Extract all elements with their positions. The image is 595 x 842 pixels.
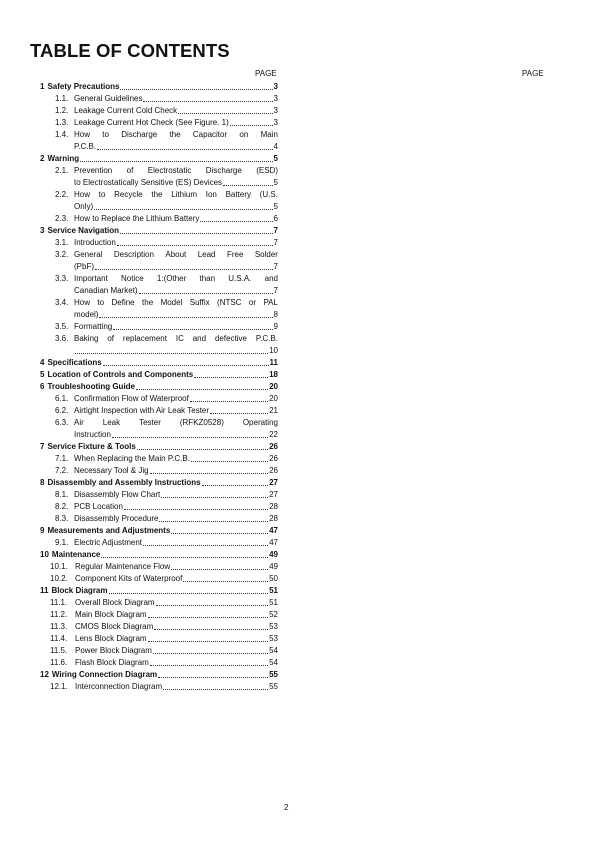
toc-entry[interactable]: [40, 81, 278, 93]
toc-entry-page: 18: [269, 370, 278, 379]
toc-entry-page: 3: [273, 82, 278, 91]
table-of-contents: [40, 81, 278, 693]
toc-entry-line: [74, 177, 278, 189]
dot-leader: [103, 365, 269, 366]
toc-entry[interactable]: [40, 249, 278, 273]
toc-entry-page: 10: [269, 346, 278, 355]
toc-entry-word: Lithium: [171, 190, 197, 199]
toc-entry-label: When Replacing the Main P.C.B.: [74, 454, 190, 463]
toc-entry-page: 28: [269, 514, 278, 523]
toc-entry-page: 5: [273, 202, 278, 211]
toc-entry-page: 52: [269, 610, 278, 619]
toc-entry-label: Component Kits of Waterproof: [75, 574, 183, 583]
toc-entry-word: the: [142, 298, 154, 307]
dot-leader: [150, 473, 269, 474]
toc-entry-word: to: [98, 190, 106, 199]
toc-entry-number: 1.1.: [55, 94, 69, 103]
dot-leader: [150, 665, 268, 666]
toc-entry[interactable]: [40, 189, 278, 213]
toc-entry-label: Introduction: [74, 238, 116, 247]
toc-entry-number: 9: [40, 526, 45, 535]
toc-entry-label: Overall Block Diagram: [75, 598, 155, 607]
toc-entry-label: Interconnection Diagram: [75, 682, 163, 691]
toc-entry[interactable]: [40, 585, 278, 597]
toc-entry-word: Suffix: [189, 298, 210, 307]
toc-entry-label: Wiring Connection Diagram: [51, 670, 158, 679]
dot-leader: [163, 689, 268, 690]
toc-entry[interactable]: [40, 213, 278, 225]
toc-entry-body: [74, 417, 278, 441]
toc-entry[interactable]: [40, 105, 278, 117]
dot-leader: [139, 293, 273, 294]
toc-entry-label: Warning: [47, 154, 80, 163]
toc-entry-number: 1.2.: [55, 106, 69, 115]
toc-entry-label: Flash Block Diagram: [75, 658, 149, 667]
toc-entry-word: Battery: [225, 190, 251, 199]
toc-entry-number: 9.1.: [55, 538, 69, 547]
toc-entry-word: Discharge: [205, 166, 242, 175]
dot-leader: [161, 497, 268, 498]
toc-entry-page: 7: [273, 226, 278, 235]
toc-entry[interactable]: [40, 273, 278, 297]
toc-entry[interactable]: [40, 621, 278, 633]
toc-entry-word: to: [102, 130, 109, 139]
toc-entry-label: Confirmation Flow of Waterproof: [74, 394, 189, 403]
toc-entry-line: [74, 285, 278, 297]
toc-entry[interactable]: [40, 417, 278, 441]
toc-entry-body: [74, 129, 278, 153]
toc-entry-page: 53: [269, 634, 278, 643]
toc-entry-word: Recycle: [114, 190, 143, 199]
toc-entry-page: 3: [273, 94, 278, 103]
toc-entry-page: 7: [273, 286, 278, 295]
toc-entry-label: Disassembly Flow Chart: [74, 490, 161, 499]
dot-leader: [223, 185, 272, 186]
toc-entry[interactable]: [40, 453, 278, 465]
toc-entry-page: 7: [273, 238, 278, 247]
dot-leader: [112, 437, 268, 438]
toc-entry-page: 26: [269, 442, 278, 451]
toc-entry-word: and: [264, 274, 278, 283]
toc-entry-number: 10: [40, 550, 49, 559]
toc-entry-label-cont: (PbF): [74, 262, 94, 271]
toc-entry-label: Maintenance: [51, 550, 101, 559]
toc-entry[interactable]: [40, 537, 278, 549]
dot-leader: [183, 581, 268, 582]
toc-entry-number: 1: [40, 82, 45, 91]
dot-leader: [143, 101, 272, 102]
toc-entry-body: [74, 273, 278, 297]
toc-entry-number: 3.6.: [55, 334, 69, 343]
toc-entry-line: [74, 261, 278, 273]
dot-leader: [101, 557, 268, 558]
toc-entry-word: Baking: [74, 334, 99, 343]
dot-leader: [95, 269, 273, 270]
toc-entry-label: CMOS Block Diagram: [75, 622, 154, 631]
toc-entry-body: [74, 189, 278, 213]
toc-entry-word: (RFKZ0528): [179, 418, 224, 427]
toc-entry-word: Capacitor: [192, 130, 228, 139]
toc-entry-word: Important: [74, 274, 108, 283]
toc-entry[interactable]: [40, 633, 278, 645]
page-number: 2: [284, 803, 289, 812]
toc-entry-word: How: [74, 130, 91, 139]
toc-entry-page: 9: [273, 322, 278, 331]
dot-leader: [120, 89, 272, 90]
toc-entry-line: [74, 345, 278, 357]
toc-entry-line: [74, 249, 278, 261]
dot-leader: [117, 245, 273, 246]
toc-entry-number: 6.1.: [55, 394, 69, 403]
dot-leader: [113, 329, 272, 330]
toc-entry-page: 54: [269, 658, 278, 667]
page-column-header-right: PAGE: [522, 69, 544, 78]
dot-leader: [156, 605, 269, 606]
toc-entry-word: Prevention: [74, 166, 113, 175]
toc-entry-line: [74, 333, 278, 345]
toc-entry-word: of: [107, 334, 115, 343]
dot-leader: [200, 221, 272, 222]
dot-leader: [120, 233, 273, 234]
toc-entry[interactable]: [40, 561, 278, 573]
toc-entry-page: 50: [269, 574, 278, 583]
toc-entry-line: [74, 417, 278, 429]
toc-entry-page: 26: [269, 466, 278, 475]
toc-entry-number: 3.4.: [55, 298, 69, 307]
toc-entry-number: 2.2.: [55, 190, 69, 199]
toc-entry[interactable]: [40, 369, 278, 381]
toc-entry-label: Lens Block Diagram: [75, 634, 147, 643]
toc-entry-number: 3.3.: [55, 274, 69, 283]
toc-entry-page: 53: [269, 622, 278, 631]
dot-leader: [80, 161, 272, 162]
dot-leader: [153, 653, 268, 654]
toc-entry[interactable]: [40, 645, 278, 657]
dot-leader: [190, 401, 268, 402]
toc-entry-line: [74, 141, 278, 153]
toc-entry-word: PAL: [263, 298, 278, 307]
toc-entry-page: 6: [273, 214, 278, 223]
toc-entry-word: Description: [113, 250, 154, 259]
toc-entry-word: of: [126, 166, 134, 175]
toc-entry-number: 11.5.: [50, 646, 68, 655]
toc-entry-page: 27: [269, 478, 278, 487]
toc-entry-word: on: [239, 130, 249, 139]
toc-entry-page: 4: [273, 142, 278, 151]
toc-entry-label: Block Diagram: [51, 586, 108, 595]
toc-entry-number: 6.2.: [55, 406, 69, 415]
dot-leader: [75, 353, 268, 354]
toc-entry-page: 51: [269, 586, 278, 595]
toc-entry-page: 47: [269, 538, 278, 547]
toc-entry-number: 11: [40, 586, 49, 595]
toc-entry-page: 54: [269, 646, 278, 655]
toc-entry[interactable]: [40, 297, 278, 321]
toc-entry-word: the: [151, 190, 163, 199]
toc-entry-line: [74, 309, 278, 321]
toc-entry-line: [74, 129, 278, 141]
toc-entry-label: Location of Controls and Components: [47, 370, 194, 379]
toc-entry-label: How to Replace the Lithium Battery: [74, 214, 200, 223]
toc-entry-number: 5: [40, 370, 45, 379]
toc-entry-page: 21: [269, 406, 278, 415]
toc-entry-number: 3.5.: [55, 322, 69, 331]
toc-entry[interactable]: [40, 513, 278, 525]
toc-entry-number: 3.2.: [55, 250, 69, 259]
toc-entry-word: or: [248, 298, 257, 307]
toc-entry-label-cont: Only): [74, 202, 94, 211]
dot-leader: [148, 641, 269, 642]
toc-entry-word: Tester: [139, 418, 161, 427]
toc-entry-label: PCB Location: [74, 502, 123, 511]
toc-entry-line: [74, 201, 278, 213]
toc-entry-word: than: [199, 274, 216, 283]
toc-entry-line: [74, 165, 278, 177]
toc-entry[interactable]: [40, 489, 278, 501]
toc-entry-word: defective: [214, 334, 248, 343]
toc-entry-label: Formatting: [74, 322, 113, 331]
toc-entry-word: Free: [226, 250, 244, 259]
toc-entry-word: (NTSC: [217, 298, 242, 307]
toc-entry-word: How: [74, 298, 91, 307]
toc-entry-word: Discharge: [121, 130, 158, 139]
toc-entry[interactable]: [40, 225, 278, 237]
toc-entry-page: 3: [273, 118, 278, 127]
toc-entry-number: 1.3.: [55, 118, 69, 127]
toc-entry[interactable]: [40, 681, 278, 693]
toc-entry-word: and: [192, 334, 207, 343]
toc-entry-page: 11: [269, 358, 278, 367]
dot-leader: [230, 125, 273, 126]
toc-entry-number: 2: [40, 154, 45, 163]
toc-entry-word: How: [74, 190, 91, 199]
toc-entry-label-cont: Instruction: [74, 430, 111, 439]
toc-entry-number: 6.3.: [55, 418, 69, 427]
toc-entry-page: 49: [269, 550, 278, 559]
toc-entry-label: Disassembly Procedure: [74, 514, 159, 523]
toc-entry-number: 6: [40, 382, 45, 391]
toc-entry-word: Ion: [205, 190, 217, 199]
toc-entry-number: 10.1.: [50, 562, 68, 571]
toc-entry-page: 49: [269, 562, 278, 571]
toc-entry-label: Service Navigation: [47, 226, 120, 235]
toc-entry-label-cont: model): [74, 310, 99, 319]
toc-entry-label: Disassembly and Assembly Instructions: [47, 478, 201, 487]
dot-leader: [136, 389, 268, 390]
toc-entry-label: Troubleshooting Guide: [47, 382, 136, 391]
toc-entry[interactable]: [40, 381, 278, 393]
toc-entry-label-cont: Canadian Market): [74, 286, 138, 295]
toc-entry[interactable]: [40, 525, 278, 537]
toc-entry-label-cont: to Electrostatically Sensitive (ES) Devices: [74, 178, 223, 187]
dot-leader: [210, 413, 268, 414]
toc-entry-label: Power Block Diagram: [75, 646, 152, 655]
dot-leader: [143, 545, 268, 546]
dot-leader: [148, 617, 269, 618]
dot-leader: [171, 533, 268, 534]
toc-entry-word: 1:(Other: [156, 274, 187, 283]
toc-entry[interactable]: [40, 237, 278, 249]
dot-leader: [109, 593, 269, 594]
toc-entry-word: Main: [260, 130, 278, 139]
toc-entry-word: (U.S.: [259, 190, 278, 199]
toc-entry-word: IC: [175, 334, 184, 343]
toc-entry-word: Air: [74, 418, 84, 427]
toc-entry[interactable]: [40, 441, 278, 453]
toc-entry-page: 7: [273, 262, 278, 271]
toc-entry-number: 12.1.: [50, 682, 68, 691]
toc-entry-number: 8.3.: [55, 514, 69, 523]
toc-entry-page: 3: [273, 106, 278, 115]
toc-entry[interactable]: [40, 93, 278, 105]
toc-entry[interactable]: [40, 405, 278, 417]
toc-entry[interactable]: [40, 393, 278, 405]
toc-entry[interactable]: [40, 609, 278, 621]
toc-entry[interactable]: [40, 117, 278, 129]
toc-entry[interactable]: [40, 669, 278, 681]
dot-leader: [124, 509, 268, 510]
toc-entry[interactable]: [40, 333, 278, 357]
toc-entry-number: 8.1.: [55, 490, 69, 499]
toc-entry-body: [74, 297, 278, 321]
toc-entry-number: 7.2.: [55, 466, 69, 475]
toc-entry-number: 2.3.: [55, 214, 69, 223]
toc-entry-word: Model: [160, 298, 183, 307]
toc-entry-label: Specifications: [47, 358, 102, 367]
toc-entry-line: [74, 189, 278, 201]
toc-entry-word: (ESD): [256, 166, 278, 175]
toc-entry-page: 26: [269, 454, 278, 463]
dot-leader: [94, 209, 272, 210]
toc-entry-number: 2.1.: [55, 166, 69, 175]
toc-entry-page: 51: [269, 598, 278, 607]
dot-leader: [202, 485, 269, 486]
toc-entry-number: 3: [40, 226, 45, 235]
toc-entry-number: 4: [40, 358, 45, 367]
toc-entry-word: Electrostatic: [147, 166, 192, 175]
toc-entry-label: Airtight Inspection with Air Leak Tester: [74, 406, 210, 415]
toc-entry-body: [74, 165, 278, 189]
toc-entry-line: [74, 273, 278, 285]
toc-entry[interactable]: [40, 321, 278, 333]
toc-entry-page: 47: [269, 526, 278, 535]
toc-entry-label: Leakage Current Cold Check: [74, 106, 178, 115]
toc-entry-page: 5: [273, 178, 278, 187]
dot-leader: [97, 149, 272, 150]
dot-leader: [99, 317, 272, 318]
toc-entry-label: General Guidelines: [74, 94, 143, 103]
dot-leader: [154, 629, 268, 630]
toc-entry-page: 22: [269, 430, 278, 439]
toc-entry[interactable]: [40, 657, 278, 669]
toc-entry-word: About: [165, 250, 187, 259]
toc-entry[interactable]: [40, 465, 278, 477]
toc-entry-word: Notice: [121, 274, 144, 283]
toc-entry[interactable]: [40, 165, 278, 189]
toc-entry-number: 12: [40, 670, 49, 679]
toc-entry[interactable]: [40, 153, 278, 165]
toc-entry-body: [74, 333, 278, 357]
dot-leader: [137, 449, 268, 450]
toc-entry-line: [74, 297, 278, 309]
toc-entry-number: 11.4.: [50, 634, 68, 643]
toc-entry-word: Solder: [254, 250, 278, 259]
toc-entry-page: 28: [269, 502, 278, 511]
dot-leader: [194, 377, 268, 378]
toc-entry-word: P.C.B.: [255, 334, 278, 343]
dot-leader: [178, 113, 272, 114]
toc-entry-label: Main Block Diagram: [75, 610, 147, 619]
toc-entry-word: Operating: [242, 418, 278, 427]
toc-entry-page: 55: [269, 670, 278, 679]
dot-leader: [159, 521, 268, 522]
toc-entry[interactable]: [40, 357, 278, 369]
toc-entry-word: to: [97, 298, 105, 307]
toc-entry-label: Electric Adjustment: [74, 538, 143, 547]
toc-entry-number: 7: [40, 442, 45, 451]
toc-entry-number: 11.3.: [50, 622, 68, 631]
toc-entry-page: 8: [273, 310, 278, 319]
toc-entry-body: [74, 249, 278, 273]
toc-entry-number: 3.1.: [55, 238, 69, 247]
toc-entry-word: General: [74, 250, 103, 259]
toc-entry[interactable]: [40, 129, 278, 153]
dot-leader: [191, 461, 268, 462]
toc-entry-number: 1.4.: [55, 130, 69, 139]
toc-entry[interactable]: [40, 549, 278, 561]
toc-entry-line: [74, 429, 278, 441]
toc-entry-label: Necessary Tool & Jig: [74, 466, 149, 475]
toc-entry-page: 20: [269, 394, 278, 403]
page-title: TABLE OF CONTENTS: [30, 40, 230, 61]
toc-entry-number: 11.2.: [50, 610, 68, 619]
toc-entry-number: 11.1.: [50, 598, 68, 607]
toc-entry[interactable]: [40, 477, 278, 489]
toc-entry-word: Define: [111, 298, 135, 307]
dot-leader: [171, 569, 268, 570]
toc-entry-page: 5: [273, 154, 278, 163]
toc-entry[interactable]: [40, 597, 278, 609]
toc-entry-number: 11.6.: [50, 658, 68, 667]
toc-entry-number: 8.2.: [55, 502, 69, 511]
toc-entry-label: Safety Precautions: [47, 82, 120, 91]
toc-entry-page: 55: [269, 682, 278, 691]
toc-entry-label: Regular Maintenance Flow: [75, 562, 171, 571]
dot-leader: [158, 677, 268, 678]
toc-entry-number: 7.1.: [55, 454, 69, 463]
toc-entry-word: Leak: [102, 418, 121, 427]
toc-entry[interactable]: [40, 501, 278, 513]
toc-entry-label: Leakage Current Hot Check (See Figure. 1): [74, 118, 229, 127]
toc-entry[interactable]: [40, 573, 278, 585]
toc-entry-word: Lead: [197, 250, 216, 259]
toc-entry-word: the: [169, 130, 181, 139]
toc-entry-word: U.S.A.: [228, 274, 252, 283]
toc-entry-word: replacement: [122, 334, 167, 343]
toc-entry-page: 27: [269, 490, 278, 499]
toc-entry-label-cont: P.C.B.: [74, 142, 97, 151]
toc-entry-label: Measurements and Adjustments: [47, 526, 171, 535]
toc-entry-number: 8: [40, 478, 45, 487]
toc-entry-label: Service Fixture & Tools: [47, 442, 136, 451]
page-column-header: PAGE: [255, 69, 277, 78]
toc-entry-page: 20: [269, 382, 278, 391]
toc-entry-number: 10.2.: [50, 574, 68, 583]
